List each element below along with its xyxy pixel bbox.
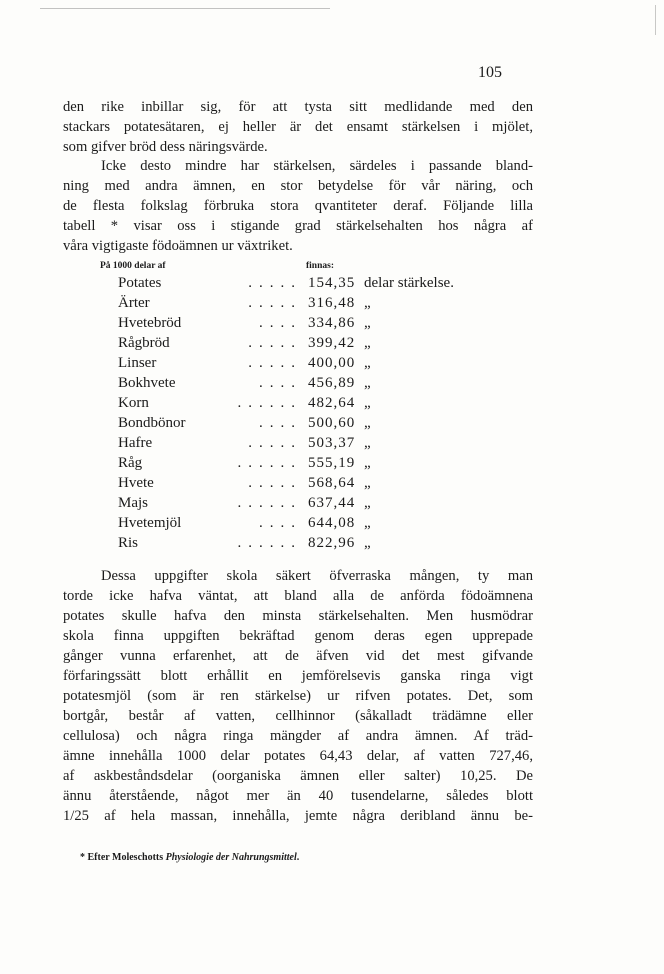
- table-row: [118, 475, 498, 495]
- unit-label: „: [364, 355, 371, 371]
- starch-value: 503,37: [308, 435, 356, 451]
- footnote-prefix: * Efter Moleschotts: [80, 852, 166, 863]
- text-line: de flesta folkslag förbruka stora qvantiteter deraf. Följande lilla: [63, 198, 533, 214]
- food-name: Bokhvete: [118, 375, 176, 391]
- text-line: som gifver bröd dess näringsvärde.: [63, 139, 268, 155]
- food-name: Bondbönor: [118, 415, 186, 431]
- leader-dots: ....: [259, 315, 302, 331]
- starch-value: 500,60: [308, 415, 356, 431]
- text-line: ämne innehålla 1000 delar potates 64,43 delar, af vatten 727,46,: [63, 748, 533, 764]
- text-line: Icke desto mindre har stärkelsen, särdeles i passande bland-: [101, 158, 533, 174]
- table-row: [118, 515, 498, 535]
- starch-value: 637,44: [308, 495, 356, 511]
- starch-table: [118, 275, 498, 555]
- table-row: [118, 495, 498, 515]
- food-name: Hafre: [118, 435, 153, 451]
- text-line: 1/25 af hela massan, innehålla, jemte några deribland ännu be-: [63, 808, 533, 824]
- starch-value: 399,42: [308, 335, 356, 351]
- paragraph-2: [63, 156, 533, 256]
- unit-label: „: [364, 495, 371, 511]
- leader-dots: ......: [237, 495, 302, 511]
- leader-dots: ......: [237, 535, 302, 551]
- food-name: Rågbröd: [118, 335, 170, 351]
- starch-value: 568,64: [308, 475, 356, 491]
- text-line: gånger vunna erfarenhet, att de äfven vid det mest gifvande: [63, 648, 533, 664]
- table-row: [118, 315, 498, 335]
- unit-label: „: [364, 455, 371, 471]
- food-name: Korn: [118, 395, 149, 411]
- edge-mark: [655, 5, 656, 35]
- leader-dots: ....: [259, 375, 302, 391]
- table-row: [118, 455, 498, 475]
- unit-label: „: [364, 515, 371, 531]
- text-line: potatesmjöl (som är ren stärkelse) ur rifven potates. Det, som: [63, 688, 533, 704]
- food-name: Majs: [118, 495, 148, 511]
- unit-label: „: [364, 395, 371, 411]
- leader-dots: .....: [248, 275, 302, 291]
- food-name: Hvetemjöl: [118, 515, 182, 531]
- leader-dots: .....: [248, 355, 302, 371]
- table-row: [118, 535, 498, 555]
- footnote-book-title: Physiologie der Nahrungsmittel: [165, 852, 297, 863]
- table-row: [118, 415, 498, 435]
- text-line: af askbeståndsdelar (oorganiska ämnen eller salter) 10,25. De: [63, 768, 533, 784]
- page-number: 105: [478, 64, 502, 81]
- text-line: bortgår, består af vatten, cellhinnor (såkalladt trädämne eller: [63, 708, 533, 724]
- leader-dots: .....: [248, 435, 302, 451]
- food-name: Hvetebröd: [118, 315, 182, 331]
- starch-value: 334,86: [308, 315, 356, 331]
- starch-value: 822,96: [308, 535, 356, 551]
- paragraph-3: [63, 566, 533, 826]
- food-name: Ris: [118, 535, 139, 551]
- paragraph-1: [63, 97, 533, 157]
- leader-dots: ....: [259, 515, 302, 531]
- table-row: [118, 275, 498, 295]
- unit-label: „: [364, 295, 371, 311]
- starch-value: 316,48: [308, 295, 356, 311]
- text-line: potates skulle hafva den minsta stärkelsehalten. Men husmödrar: [63, 608, 533, 624]
- starch-value: 154,35: [308, 275, 356, 291]
- table-row: [118, 355, 498, 375]
- table-row: [118, 335, 498, 355]
- unit-label: „: [364, 535, 371, 551]
- unit-label: „: [364, 335, 371, 351]
- table-row: [118, 295, 498, 315]
- unit-label: „: [364, 415, 371, 431]
- text-line: våra vigtigaste födoämnen ur växtriket.: [63, 238, 293, 254]
- unit-label: „: [364, 435, 371, 451]
- starch-value: 456,89: [308, 375, 356, 391]
- starch-value: 400,00: [308, 355, 356, 371]
- food-name: Råg: [118, 455, 143, 471]
- text-line: den rike inbillar sig, för att tysta sitt medlidande med den: [63, 99, 533, 115]
- starch-value: 644,08: [308, 515, 356, 531]
- food-name: Ärter: [118, 295, 150, 311]
- food-name: Linser: [118, 355, 157, 371]
- text-line: tabell * visar oss i stigande grad stärkelsehalten hos några af: [63, 218, 533, 234]
- unit-label: delar stärkelse.: [364, 275, 454, 291]
- leader-dots: .....: [248, 475, 302, 491]
- leader-dots: .....: [248, 295, 302, 311]
- top-rule: [40, 8, 330, 9]
- text-line: ning med andra ämnen, en stor betydelse för vår näring, och: [63, 178, 533, 194]
- food-name: Hvete: [118, 475, 154, 491]
- starch-value: 482,64: [308, 395, 356, 411]
- food-name: Potates: [118, 275, 162, 291]
- leader-dots: .....: [248, 335, 302, 351]
- leader-dots: ......: [237, 395, 302, 411]
- text-line: ännu återstående, något mer än 40 tusendelarne, således blott: [63, 788, 533, 804]
- unit-label: „: [364, 375, 371, 391]
- table-row: [118, 395, 498, 415]
- footnote: [80, 852, 299, 863]
- text-line: stackars potatesätaren, ej heller är det ensamt stärkelsen i mjölet,: [63, 119, 533, 135]
- table-row: [118, 375, 498, 395]
- text-line: skola finna uppgiften bekräftad genom deras egen upprepade: [63, 628, 533, 644]
- unit-label: „: [364, 475, 371, 491]
- starch-value: 555,19: [308, 455, 356, 471]
- text-line: cellulosa) och några ringa mängder af andra ämnen. Af träd-: [63, 728, 533, 744]
- footnote-suffix: .: [296, 852, 300, 863]
- text-line: förfaringssätt blott erhållit en jemförelsevis ganska ringa vigt: [63, 668, 533, 684]
- unit-label: „: [364, 315, 371, 331]
- leader-dots: ......: [237, 455, 302, 471]
- text-line: torde icke hafva väntat, att bland alla de anförda födoämnena: [63, 588, 533, 604]
- table-row: [118, 435, 498, 455]
- table-header-left: På 1000 delar af: [100, 261, 166, 271]
- leader-dots: ....: [259, 415, 302, 431]
- text-line: Dessa uppgifter skola säkert öfverraska mången, ty man: [101, 568, 533, 584]
- table-header-right: finnas:: [306, 261, 334, 271]
